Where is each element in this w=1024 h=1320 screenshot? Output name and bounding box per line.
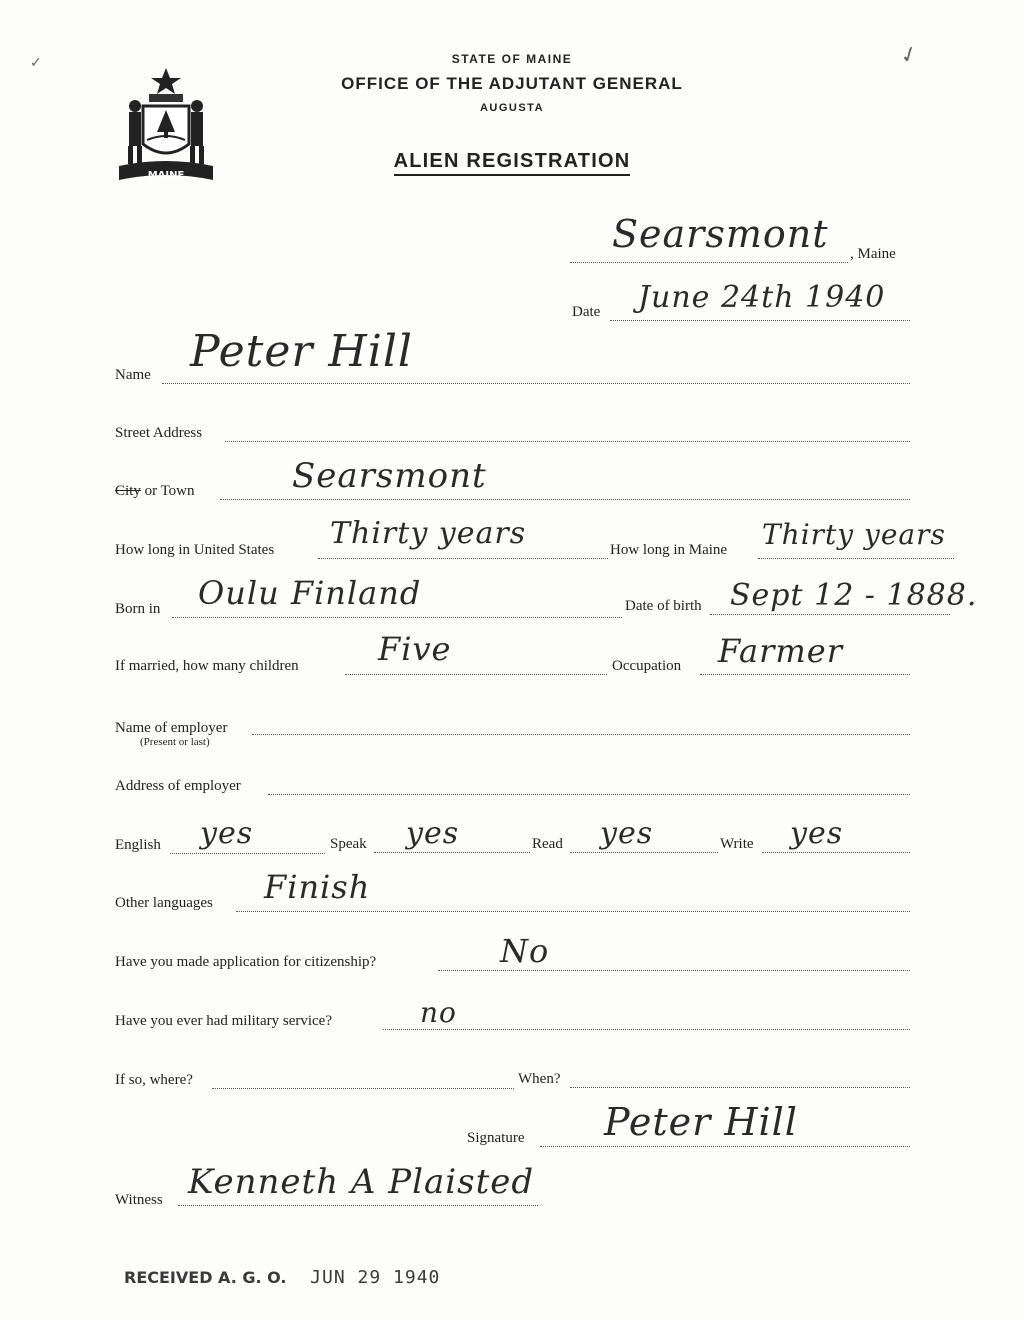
signature-label: Signature [467,1130,525,1146]
place-suffix: , Maine [850,246,896,262]
check-mark-icon: ✓ [896,39,922,70]
write-label: Write [720,836,754,852]
born-in-line [172,617,622,618]
header-office: OFFICE OF THE ADJUTANT GENERAL [341,74,683,93]
signature-line [540,1146,910,1147]
citizenship-value: No [500,932,550,970]
employer-address-label: Address of employer [115,778,241,794]
military-line [383,1029,910,1030]
write-line [762,852,910,853]
received-stamp: RECEIVED A. G. O. JUN 29 1940 [124,1267,441,1288]
date-of-birth-value: Sept 12 - 1888. [730,578,978,613]
citizenship-line [438,970,910,971]
when-label: When? [518,1071,561,1087]
header-state: STATE OF MAINE [451,52,573,66]
read-label: Read [532,836,563,852]
citizenship-label: Have you made application for citizenship? [115,954,377,970]
when-line [570,1087,910,1088]
children-value: Five [378,630,452,668]
date-of-birth-label: Date of birth [625,598,702,614]
name-line [162,383,910,384]
witness-label: Witness [115,1192,163,1208]
english-line [170,853,325,854]
form-title: ALIEN REGISTRATION [0,150,1024,173]
where-line [212,1088,514,1089]
date-line [610,320,910,321]
where-label: If so, where? [115,1072,193,1088]
city-label: City or Town [115,483,195,499]
street-label: Street Address [115,425,203,441]
place-value: Searsmont [612,212,829,256]
city-value: Searsmont [292,456,487,496]
other-languages-label: Other languages [115,895,213,911]
check-mark-icon: ✓ [30,54,42,70]
speak-value: yes [406,816,460,851]
witness-value: Kenneth A Plaisted [188,1162,535,1202]
children-label: If married, how many children [115,658,299,674]
occupation-label: Occupation [612,658,682,674]
date-of-birth-line [710,614,950,615]
witness-line [178,1205,538,1206]
how-long-us-label: How long in United States [115,542,275,558]
name-label: Name [115,367,151,383]
born-in-label: Born in [115,601,161,617]
how-long-maine-value: Thirty years [762,518,946,551]
employer-address-line [268,794,910,795]
how-long-maine-line [758,558,954,559]
svg-text:MAINE: MAINE [147,170,185,181]
employer-sublabel: (Present or last) [140,736,210,748]
read-value: yes [600,816,654,851]
date-value: June 24th 1940 [638,280,886,315]
english-label: English [115,837,161,853]
military-label: Have you ever had military service? [115,1013,332,1029]
born-in-value: Oulu Finland [198,574,422,612]
employer-label: Name of employer [115,720,228,736]
children-line [345,674,607,675]
occupation-line [700,674,910,675]
employer-line [252,734,910,735]
other-languages-line [236,911,910,912]
other-languages-value: Finish [264,868,371,906]
military-value: no [420,996,457,1029]
write-value: yes [790,816,844,851]
english-value: yes [200,816,254,851]
signature-value: Peter Hill [604,1100,798,1144]
how-long-maine-label: How long in Maine [610,542,728,558]
name-value: Peter Hill [190,326,413,377]
how-long-us-line [318,558,608,559]
header-city: AUGUSTA [479,102,545,114]
speak-line [374,852,530,853]
street-line [225,441,910,442]
date-label: Date [572,304,601,320]
occupation-value: Farmer [718,632,843,670]
how-long-us-value: Thirty years [330,516,527,551]
speak-label: Speak [330,836,367,852]
place-line [570,262,848,263]
read-line [570,852,718,853]
city-line [220,499,910,500]
